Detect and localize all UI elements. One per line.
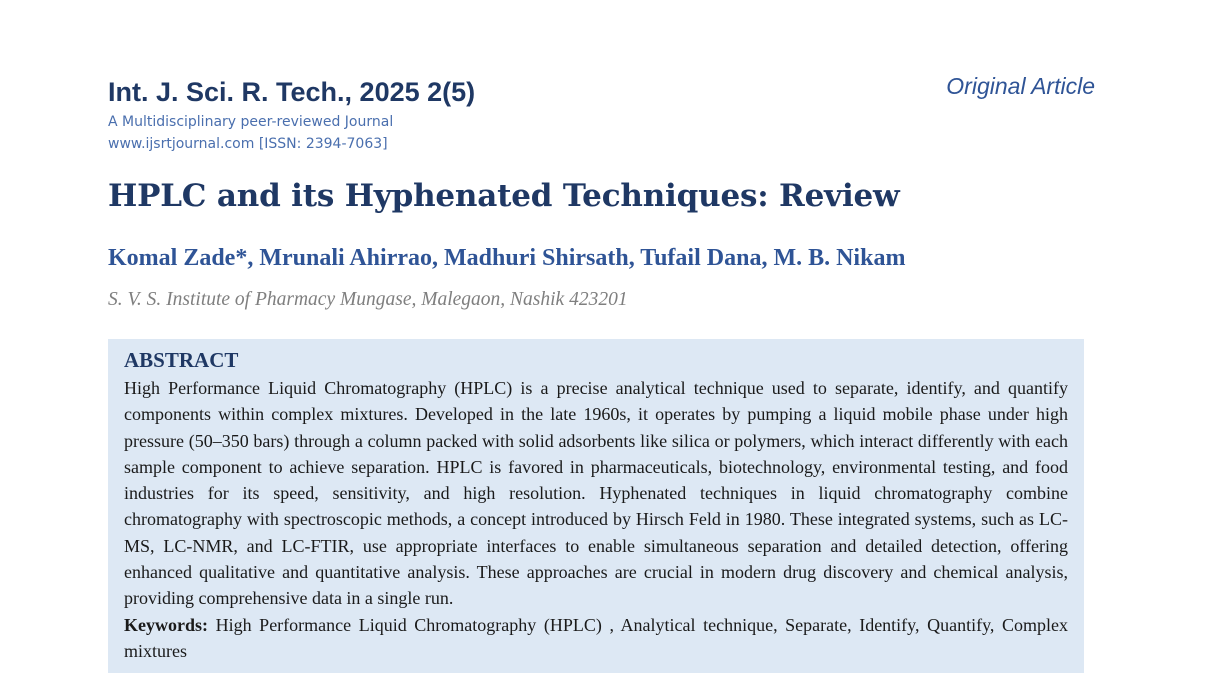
journal-subtitle: A Multidisciplinary peer-reviewed Journal bbox=[108, 114, 394, 130]
keywords-label: Keywords: bbox=[124, 614, 208, 635]
keywords-line bbox=[124, 612, 1068, 665]
journal-website: www.ijsrtjournal.com [ISSN: 2394-7063] bbox=[108, 136, 388, 152]
keywords-list: High Performance Liquid Chromatography (HPLC) , Analytical technique, Separate, Identify, Quantify, Complex mixtures bbox=[124, 614, 1068, 661]
affiliation: S. V. S. Institute of Pharmacy Mungase, Malegaon, Nashik 423201 bbox=[108, 289, 628, 310]
author-list: Komal Zade*, Mrunali Ahirrao, Madhuri Shirsath, Tufail Dana, M. B. Nikam bbox=[108, 245, 906, 271]
journal-title: Int. J. Sci. R. Tech., 2025 2(5) bbox=[108, 77, 476, 107]
abstract-heading: ABSTRACT bbox=[124, 348, 239, 372]
article-type-label: Original Article bbox=[946, 73, 1095, 99]
abstract-body: High Performance Liquid Chromatography (HPLC) is a precise analytical technique used to separate, identify, and quantify components within complex mixtures. Developed in the late 1960s, it operates by pumping a liquid mobile phase under high pressure (50–350 bars) through a column packed with solid adsorbents like silica or polymers, which interact differently with each sample component to achieve separation. HPLC is favored in pharmaceuticals, biotechnology, environmental testing, and food industries for its speed, sensitivity, and high resolution. Hyphenated techniques in liquid chromatography combine chromatography with spectroscopic methods, a concept introduced by Hirsch Feld in 1980. These integrated systems, such as LC-MS, LC-NMR, and LC-FTIR, use appropriate interfaces to enable simultaneous separation and detailed detection, offering enhanced qualitative and quantitative analysis. These approaches are crucial in modern drug discovery and chemical analysis, providing comprehensive data in a single run. bbox=[124, 378, 1068, 609]
paper-title: HPLC and its Hyphenated Techniques: Review bbox=[108, 178, 900, 214]
abstract-box bbox=[108, 339, 1084, 673]
